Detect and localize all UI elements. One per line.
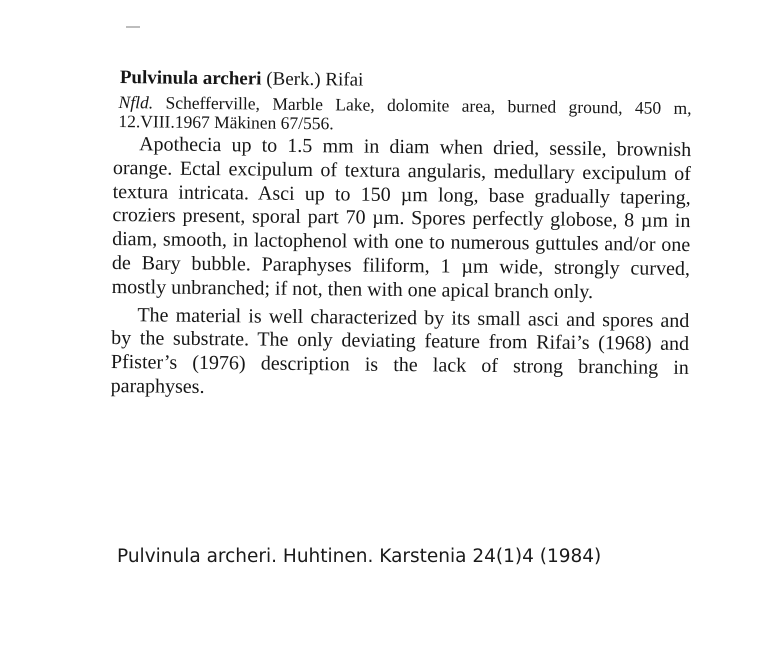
citation-caption: Pulvinula archeri. Huhtinen. Karstenia 24(1)4 (1984) (117, 546, 602, 567)
species-authority: (Berk.) Rifai (266, 68, 364, 91)
species-entry (111, 66, 692, 405)
species-name: Pulvinula archeri (119, 67, 262, 90)
locality-details: Schefferville, Marble Lake, dolomite area, burned ground, 450 m, 12.VIII.1967 Mäkinen 67/556. (118, 92, 692, 134)
scan-artifact-mark (126, 26, 140, 28)
discussion-paragraph: The material is well characterized by its small asci and spores and by the substrate. The only deviating feature from Rifai’s (1968) and Pfister’s (1976) description is the lack of strong branching in paraphyses. (110, 303, 690, 398)
locality-region: Nfld. (118, 92, 154, 113)
collection-locality (118, 93, 691, 137)
description-paragraph: Apothecia up to 1.5 mm in diam when dried, sessile, brownish orange. Ectal excipulum of textura angularis, medullary excipulum of textura intricata. Asci up to 150 µm long, base gradually tapering, croziers present, sporal part 70 µm. Spores perfectly globose, 8 µm in diam, smooth, in lactophenol with one to numerous guttules and/or one de Bary bubble. Paraphyses filiform, 1 µm wide, strongly curved, mostly unbranched; if not, then with one apical branch only. (111, 133, 692, 303)
species-heading (120, 66, 692, 96)
